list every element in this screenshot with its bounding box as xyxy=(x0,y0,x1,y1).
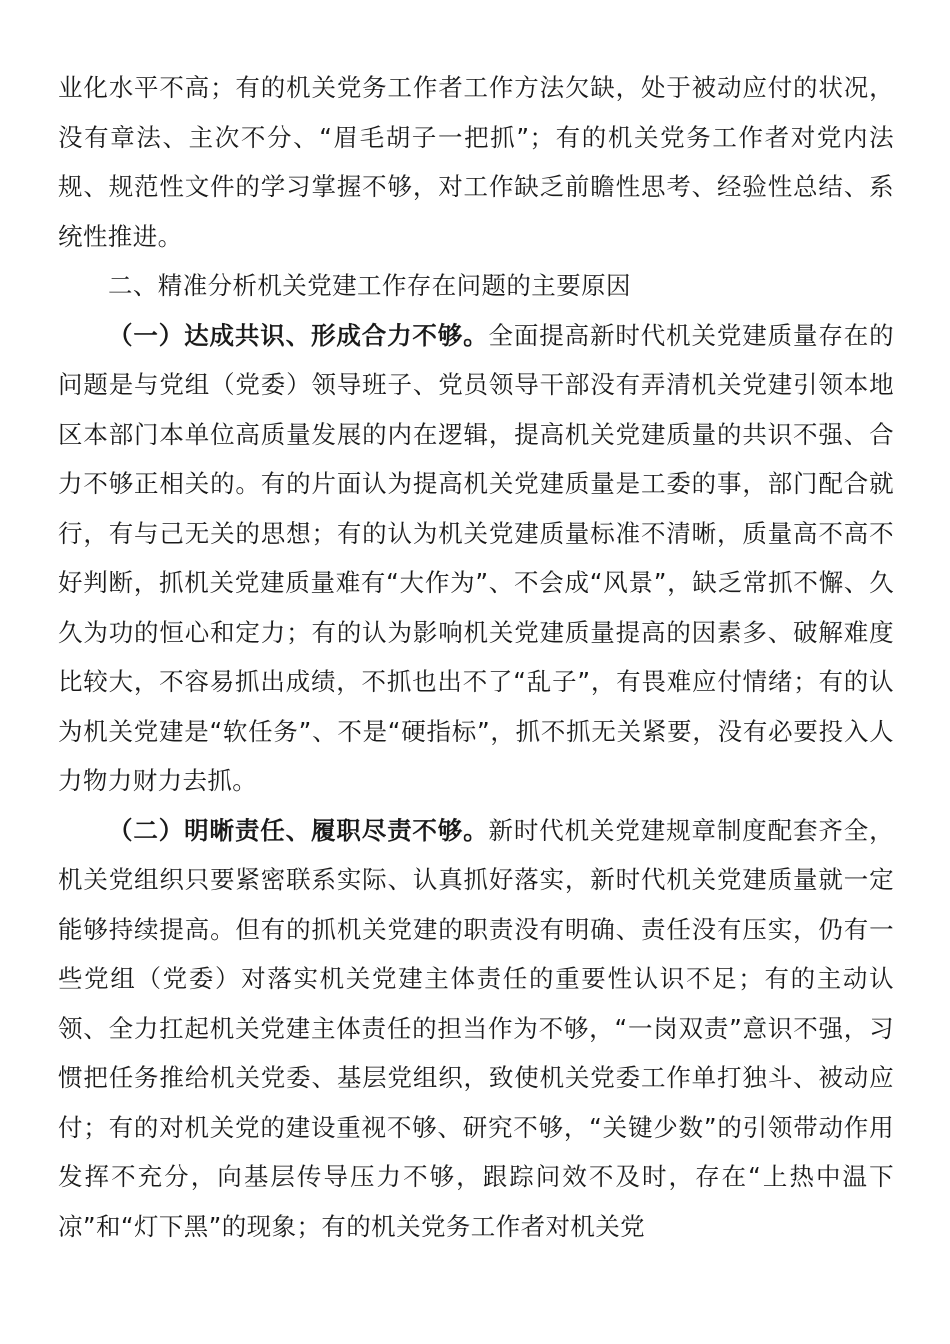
paragraph-continuation: 业化水平不高；有的机关党务工作者工作方法欠缺，处于被动应付的状况，没有章法、主次不分、“眉毛胡子一把抓”；有的机关党务工作者对党内法规、规范性文件的学习掌握不够，对工作缺乏前瞻性思考、经验性总结、系统性推进。 xyxy=(58,73,894,251)
paragraph-cause-1-body: 全面提高新时代机关党建质量存在的问题是与党组（党委）领导班子、党员领导干部没有弄清机关党建引领本地区本部门本单位高质量发展的内在逻辑，提高机关党建质量的共识不强、合力不够正相关的。有的片面认为提高机关党建质量是工委的事，部门配合就行，有与己无关的思想；有的认为机关党建质量标准不清晰，质量高不高不好判断，抓机关党建质量难有“大作为”、不会成“风景”，缺乏常抓不懈、久久为功的恒心和定力；有的认为影响机关党建质量提高的因素多、破解难度比较大，不容易抓出成绩，不抓也出不了“乱子”，有畏难应付情绪；有的认为机关党建是“软任务”、不是“硬指标”，抓不抓无关紧要，没有必要投入人力物力财力去抓。 xyxy=(58,320,894,795)
paragraph-cause-1 xyxy=(58,311,894,806)
paragraph-cause-2-heading: （二）明晰责任、履职尽责不够。 xyxy=(108,815,489,845)
document-page xyxy=(58,63,894,1251)
paragraph-cause-2 xyxy=(58,806,894,1252)
paragraph-cause-2-body: 新时代机关党建规章制度配套齐全，机关党组织只要紧密联系实际、认真抓好落实，新时代机关党建质量就一定能够持续提高。但有的抓机关党建的职责没有明确、责任没有压实，仍有一些党组（党委）对落实机关党建主体责任的重要性认识不足；有的主动认领、全力扛起机关党建主体责任的担当作为不够，“一岗双责”意识不强，习惯把任务推给机关党委、基层党组织，致使机关党委工作单打独斗、被动应付；有的对机关党的建设重视不够、研究不够，“关键少数”的引领带动作用发挥不充分，向基层传导压力不够，跟踪问效不及时，存在“上热中温下凉”和“灯下黑”的现象；有的机关党务工作者对机关党 xyxy=(58,815,894,1241)
section-heading: 二、精准分析机关党建工作存在问题的主要原因 xyxy=(108,271,631,300)
paragraph-cause-1-heading: （一）达成共识、形成合力不够。 xyxy=(108,320,489,350)
